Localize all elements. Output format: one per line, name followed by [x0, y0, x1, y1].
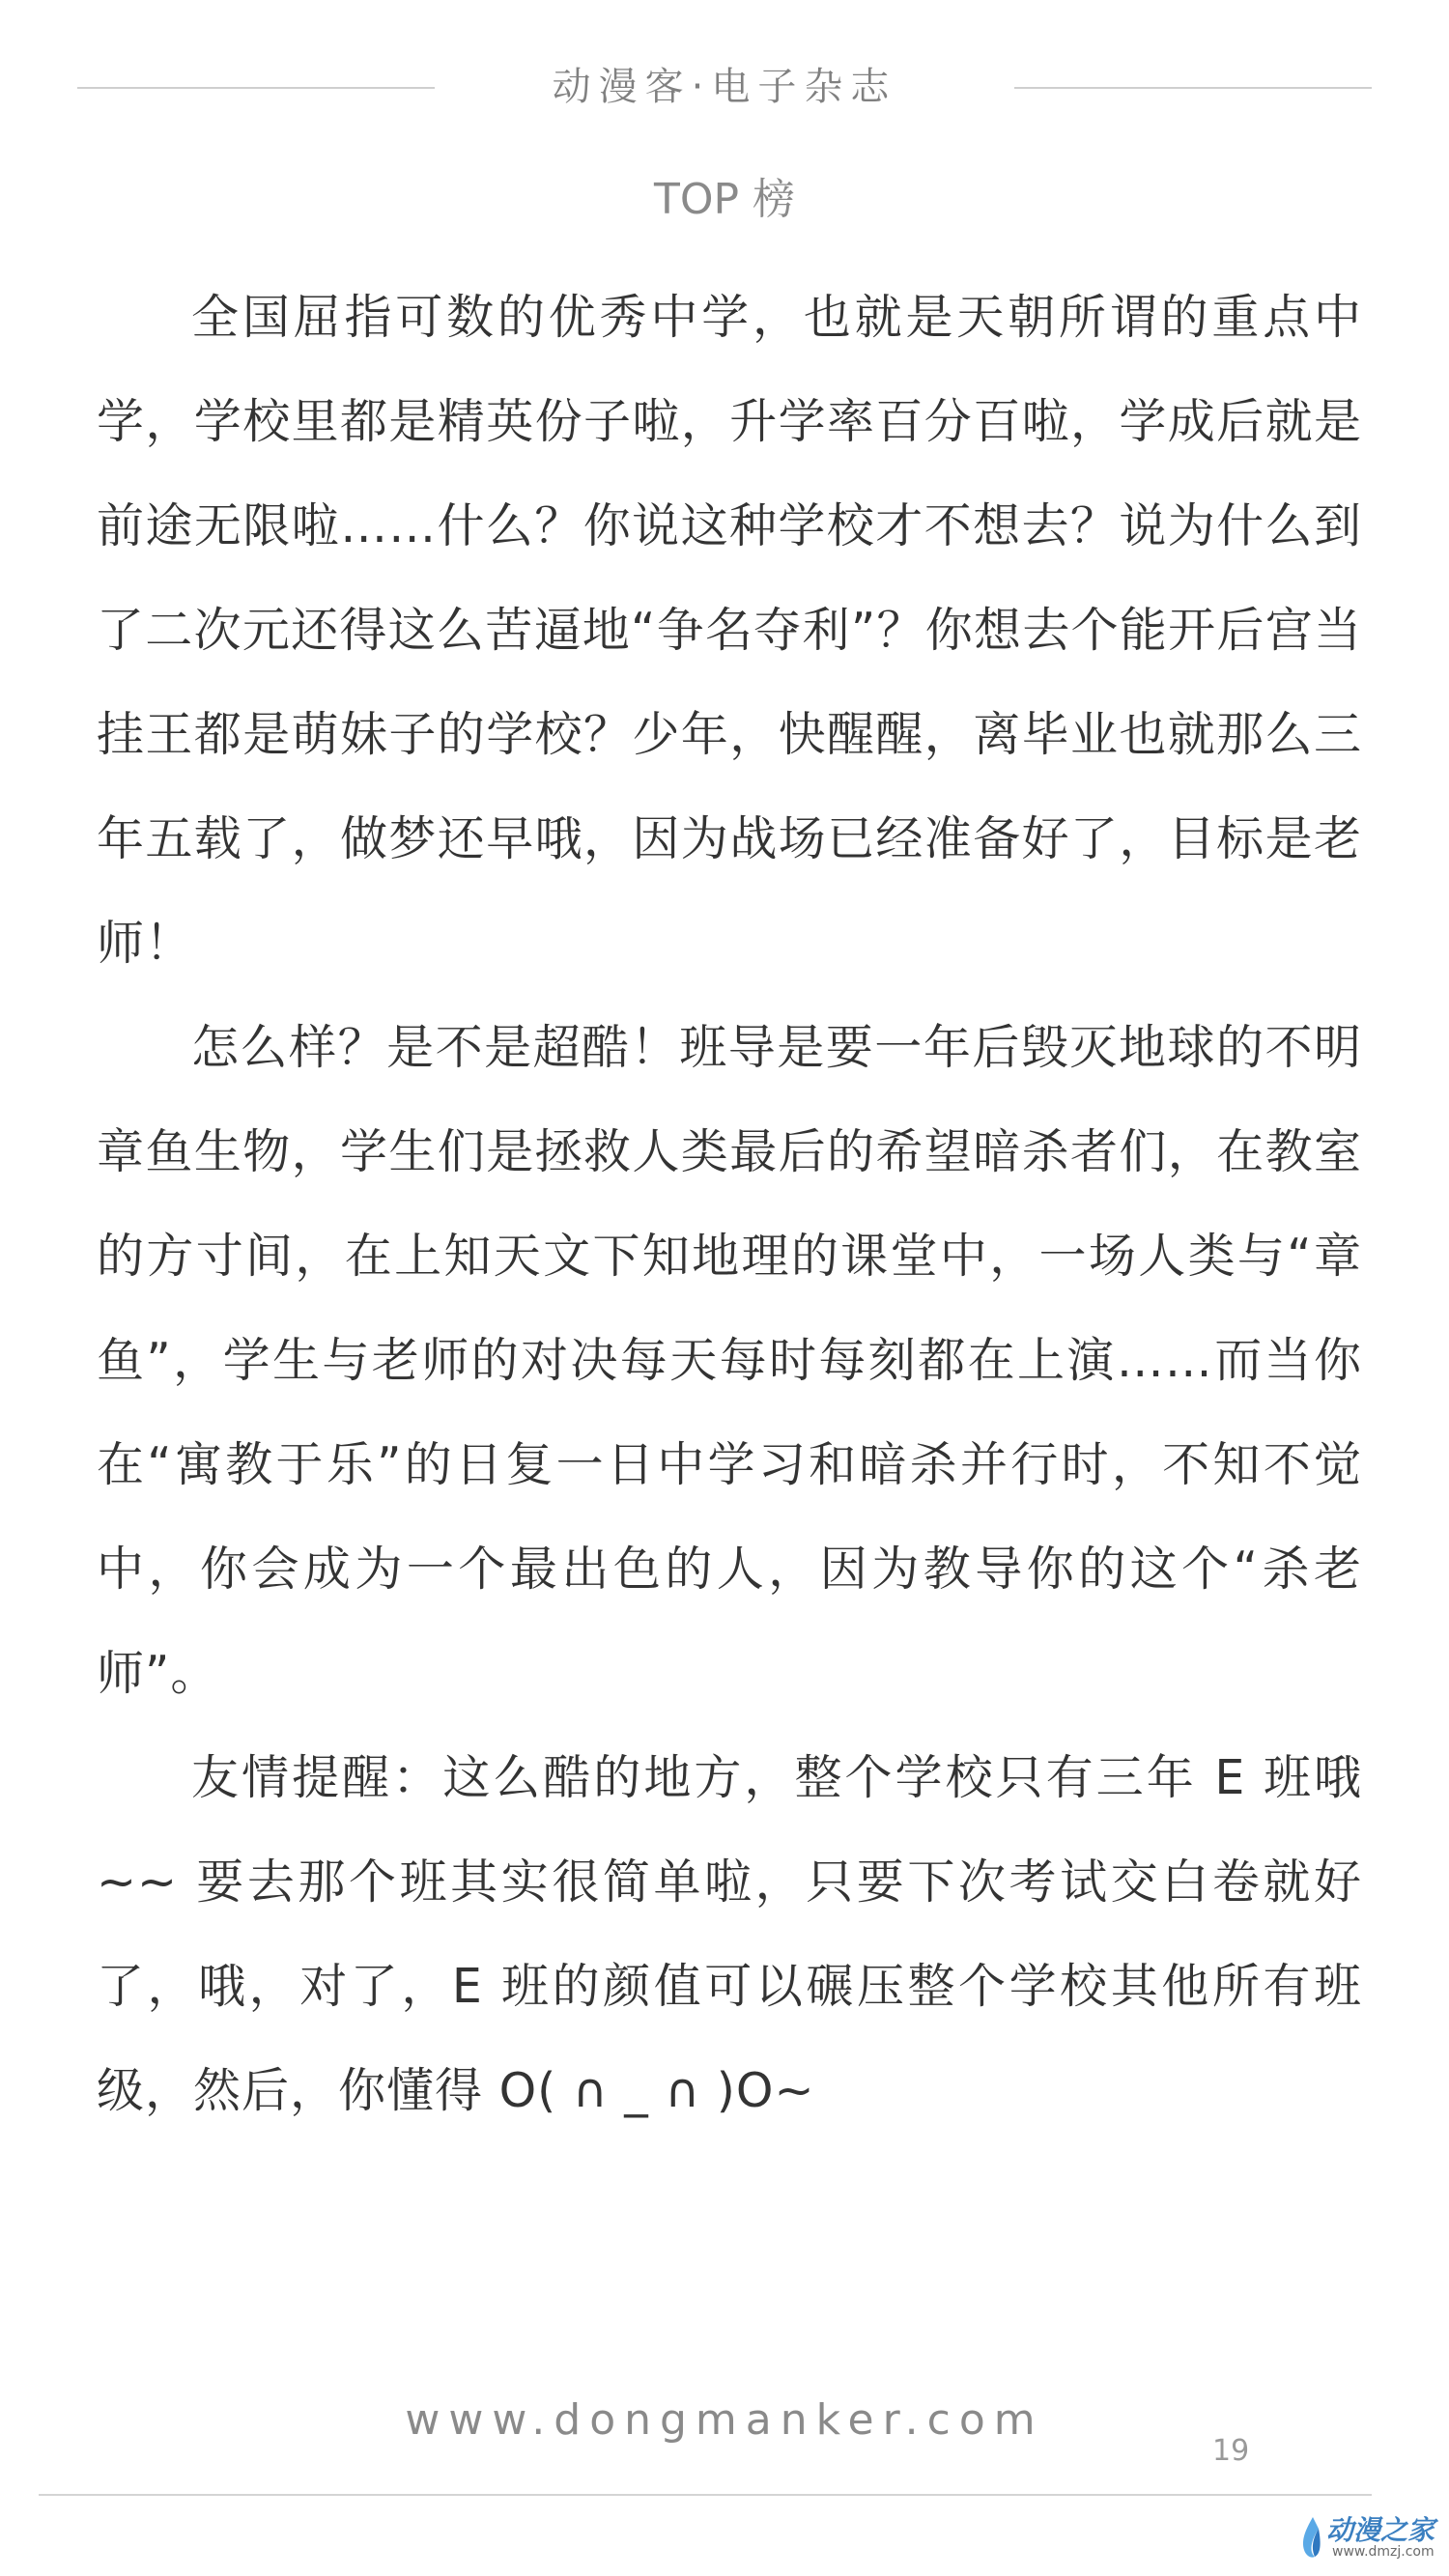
- footer-website-url: www.dongmanker.com: [405, 2395, 1044, 2445]
- page-number: 19: [1212, 2434, 1250, 2468]
- article-body: [97, 266, 1362, 2143]
- site-watermark: [1299, 2507, 1444, 2565]
- section-title: TOP 榜: [653, 175, 796, 224]
- header-divider-right: [1014, 87, 1372, 89]
- watermark-site-url: www.dmzj.com: [1332, 2544, 1435, 2560]
- article-paragraph: 全国屈指可数的优秀中学，也就是天朝所谓的重点中学，学校里都是精英份子啦，升学率百分百啦，学成后就是前途无限啦……什么？你说这种学校才不想去？说为什么到了二次元还得这么苦逼地“争名夺利”？你想去个能开后宫当挂王都是萌妹子的学校？少年，快醒醒，离毕业也就那么三年五载了，做梦还早哦，因为战场已经准备好了，目标是老师！: [97, 290, 1362, 971]
- watermark-site-name: 动漫之家: [1326, 2514, 1435, 2546]
- header-divider-left: [77, 87, 435, 89]
- water-drop-icon: [1299, 2515, 1322, 2560]
- article-paragraph: 怎么样？是不是超酷！班导是要一年后毁灭地球的不明章鱼生物，学生们是拯救人类最后的希望暗杀者们，在教室的方寸间，在上知天文下知地理的课堂中，一场人类与“章鱼”，学生与老师的对决每天每时每刻都在上演……而当你在“寓教于乐”的日复一日中学习和暗杀并行时，不知不觉中，你会成为一个最出色的人，因为教导你的这个“杀老师”。: [97, 1020, 1362, 1701]
- article-paragraph: 友情提醒：这么酷的地方，整个学校只有三年 E 班哦 ~~ 要去那个班其实很简单啦，只要下次考试交白卷就好了，哦，对了，E 班的颜值可以碾压整个学校其他所有班级，然后，你懂得 O( ∩ _ ∩ )O~: [97, 1750, 1362, 2118]
- page-header: [0, 58, 1449, 116]
- magazine-title: 动漫客·电子杂志: [552, 65, 897, 109]
- footer-divider: [39, 2494, 1372, 2496]
